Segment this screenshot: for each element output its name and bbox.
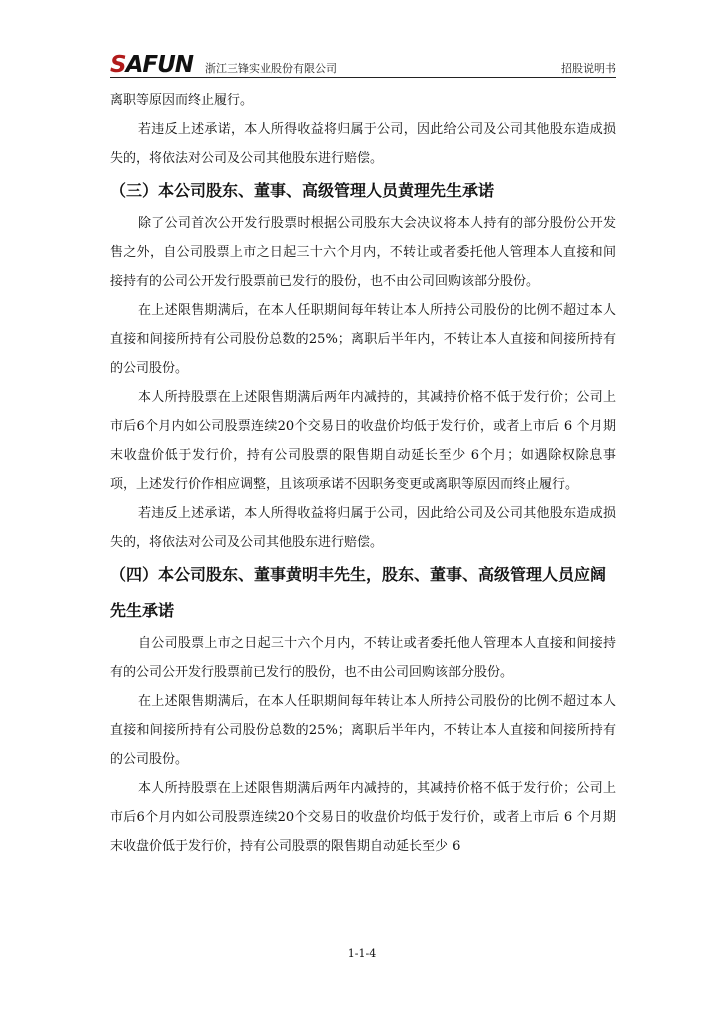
company-name: 浙江三锋实业股份有限公司 — [205, 62, 337, 75]
document-body — [110, 86, 616, 861]
paragraph: 本人所持股票在上述限售期满后两年内减持的，其减持价格不低于发行价；公司上市后6个月内如公司股票连续20个交易日的收盘价均低于发行价，或者上市后 6 个月期末收盘价低于发行价，持有公司股票的限售期自动延长至少 6 — [110, 781, 616, 854]
paragraph: 在上述限售期满后，在本人任职期间每年转让本人所持公司股份的比例不超过本人直接和间接所持有公司股份总数的25%；离职后半年内，不转让本人直接和间接所持有的公司股份。 — [110, 303, 616, 376]
paragraph: 若违反上述承诺，本人所得收益将归属于公司，因此给公司及公司其他股东造成损失的，将依法对公司及公司其他股东进行赔偿。 — [110, 122, 616, 166]
document-type: 招股说明书 — [561, 62, 616, 75]
paragraph: 自公司股票上市之日起三十六个月内，不转让或者委托他人管理本人直接和间接持有的公司公开发行股票前已发行的股份，也不由公司回购该部分股份。 — [110, 636, 616, 680]
logo-text: SAFUN — [110, 52, 194, 78]
header-divider — [110, 77, 616, 78]
page-header — [110, 50, 616, 78]
safun-logo — [110, 52, 193, 76]
paragraph: 除了公司首次公开发行股票时根据公司股东大会决议将本人持有的部分股份公开发售之外，自公司股票上市之日起三十六个月内，不转让或者委托他人管理本人直接和间接持有的公司公开发行股票前已发行的股份，也不由公司回购该部分股份。 — [110, 216, 616, 289]
paragraph: 在上述限售期满后，在本人任职期间每年转让本人所持公司股份的比例不超过本人直接和间接所持有公司股份总数的25%；离职后半年内，不转让本人直接和间接所持有的公司股份。 — [110, 694, 616, 767]
paragraph: 本人所持股票在上述限售期满后两年内减持的，其减持价格不低于发行价；公司上市后6个月内如公司股票连续20个交易日的收盘价均低于发行价，或者上市后 6 个月期末收盘价低于发行价，持有公司股票的限售期自动延长至少 6个月；如遇除权除息事项，上述发行价作相应调整，且该项承诺不因职务变更或离职等原因而终止履行。 — [110, 390, 616, 492]
paragraph: 若违反上述承诺，本人所得收益将归属于公司，因此给公司及公司其他股东造成损失的，将依法对公司及公司其他股东进行赔偿。 — [110, 506, 616, 550]
section-heading: （四）本公司股东、董事黄明丰先生，股东、董事、高级管理人员应阔先生承诺 — [110, 565, 607, 620]
page-number: 1-1-4 — [347, 947, 377, 960]
paragraph-continuation: 离职等原因而终止履行。 — [110, 93, 254, 108]
section-heading: （三）本公司股东、董事、高级管理人员黄理先生承诺 — [110, 181, 495, 200]
